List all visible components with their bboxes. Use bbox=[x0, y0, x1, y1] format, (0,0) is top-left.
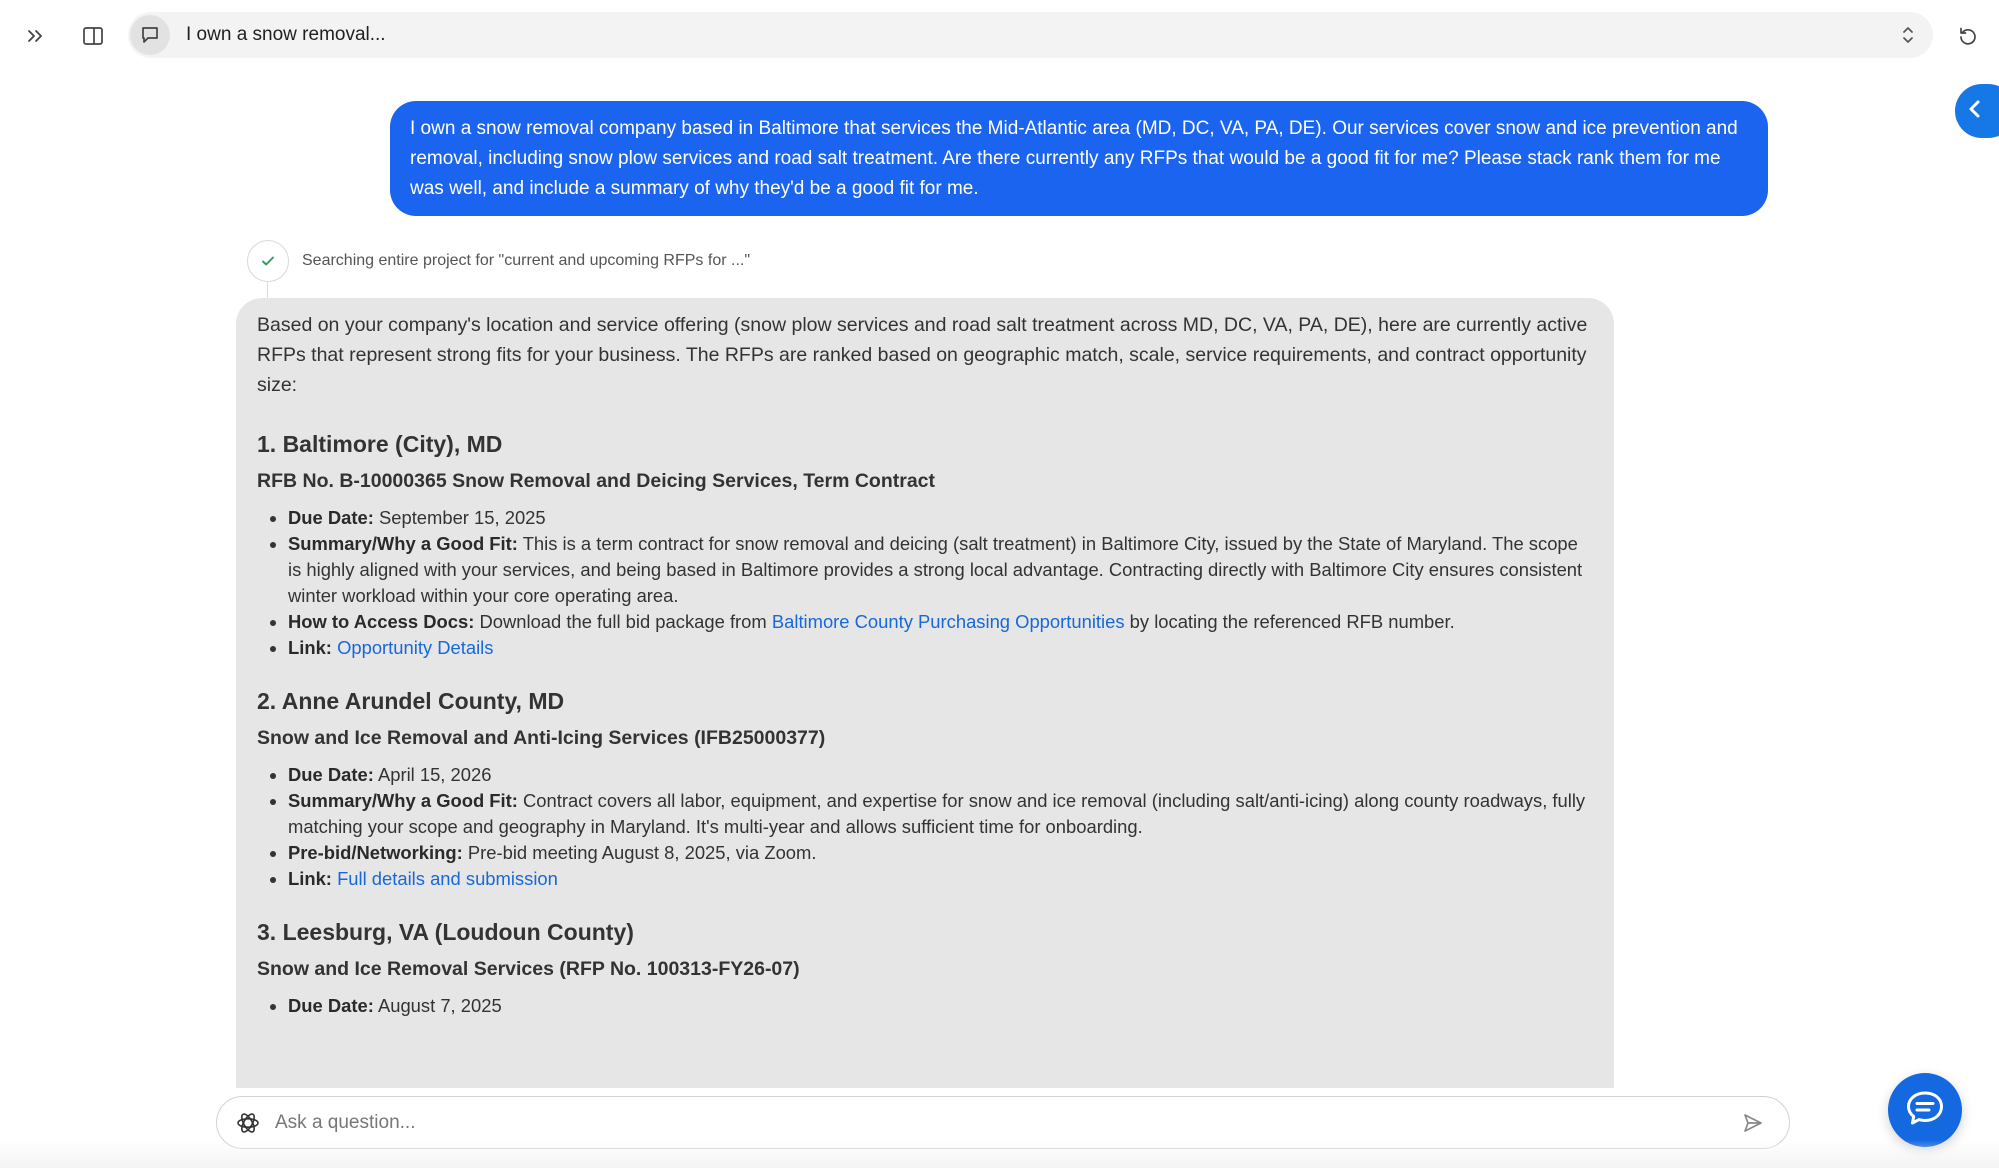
opportunity-details-link[interactable]: Opportunity Details bbox=[337, 637, 494, 658]
chat-support-icon bbox=[1905, 1089, 1945, 1132]
answer-intro: Based on your company's location and service offering (snow plow services and road salt treatment across MD, DC, VA, PA, DE), here are currently active RFPs that represent strong fits for your business. The RFPs are ranked based on geographic match, scale, service requirements, and contract opportunity size: bbox=[257, 314, 1588, 396]
rfp-section bbox=[257, 685, 1594, 892]
chat-bubble-icon bbox=[130, 15, 170, 55]
full-details-link[interactable]: Full details and submission bbox=[337, 868, 558, 889]
list-item bbox=[288, 993, 1594, 1019]
due-date-value: August 7, 2025 bbox=[377, 995, 502, 1016]
docs-label: How to Access Docs: bbox=[288, 611, 475, 632]
rfp-section bbox=[257, 916, 1594, 1019]
side-panel-toggle[interactable] bbox=[1955, 84, 1999, 138]
check-icon bbox=[247, 240, 289, 282]
link-label: Link: bbox=[288, 868, 332, 889]
refresh-icon[interactable] bbox=[1950, 18, 1986, 54]
due-date-label: Due Date: bbox=[288, 507, 374, 528]
user-message-bubble: I own a snow removal company based in Baltimore that services the Mid-Atlantic area (MD, DC, VA, PA, DE). Our services cover snow and ice prevention and removal, including snow plow services and road salt treatment. Are there currently any RFPs that would be a good fit for me? Please stack rank them for me was well, and include a summary of why they'd be a good fit for me. bbox=[390, 101, 1768, 216]
sidebar-panel-icon[interactable] bbox=[75, 18, 111, 54]
conversation-title-selector[interactable] bbox=[128, 12, 1933, 58]
search-status bbox=[247, 240, 750, 282]
due-date-label: Due Date: bbox=[288, 995, 374, 1016]
link-label: Link: bbox=[288, 637, 332, 658]
due-date-label: Due Date: bbox=[288, 764, 374, 785]
question-input[interactable] bbox=[275, 1103, 1733, 1143]
docs-text-before: Download the full bid package from bbox=[479, 611, 767, 632]
list-item bbox=[288, 505, 1594, 531]
list-item bbox=[288, 788, 1594, 840]
openai-logo-icon bbox=[233, 1108, 263, 1138]
rfp-heading: 3. Leesburg, VA (Loudoun County) bbox=[257, 919, 634, 945]
rfp-details-list bbox=[257, 993, 1594, 1019]
due-date-value: April 15, 2026 bbox=[377, 764, 492, 785]
rfp-section bbox=[257, 428, 1594, 661]
chevron-left-icon bbox=[1967, 99, 1983, 124]
prebid-label: Pre-bid/Networking: bbox=[288, 842, 463, 863]
double-chevron-right-icon[interactable] bbox=[18, 18, 54, 54]
baltimore-county-purchasing-link[interactable]: Baltimore County Purchasing Opportunities bbox=[771, 611, 1125, 632]
summary-value: This is a term contract for snow removal and deicing (salt treatment) in Baltimore City, issued by the State of Maryland. The scope is highly aligned with your services, and being based in Baltimore provides a strong local advantage. Contracting directly with Baltimore City ensures consistent winter workload within your core operating area. bbox=[288, 533, 1583, 606]
rfp-details-list bbox=[257, 762, 1594, 892]
list-item bbox=[288, 531, 1594, 609]
bottom-fade bbox=[0, 1140, 1999, 1168]
prebid-value: Pre-bid meeting August 8, 2025, via Zoom. bbox=[467, 842, 817, 863]
list-item bbox=[288, 840, 1594, 866]
assistant-message bbox=[236, 298, 1614, 1088]
chevron-up-down-icon[interactable] bbox=[1897, 23, 1919, 47]
rfp-subheading: Snow and Ice Removal and Anti-Icing Services (IFB25000377) bbox=[257, 727, 826, 749]
top-bar bbox=[0, 0, 1999, 70]
due-date-value: September 15, 2025 bbox=[378, 507, 546, 528]
rfp-heading: 1. Baltimore (City), MD bbox=[257, 431, 503, 457]
rfp-details-list bbox=[257, 505, 1594, 661]
send-icon[interactable] bbox=[1733, 1103, 1773, 1143]
list-item bbox=[288, 609, 1594, 635]
list-item bbox=[288, 635, 1594, 661]
search-status-text: Searching entire project for "current and upcoming RFPs for ..." bbox=[302, 252, 751, 269]
rfp-subheading: RFB No. B-10000365 Snow Removal and Deicing Services, Term Contract bbox=[257, 470, 936, 492]
rfp-subheading: Snow and Ice Removal Services (RFP No. 100313-FY26-07) bbox=[257, 958, 800, 980]
docs-text-after: by locating the referenced RFB number. bbox=[1129, 611, 1455, 632]
summary-label: Summary/Why a Good Fit: bbox=[288, 790, 518, 811]
chat-support-button[interactable] bbox=[1888, 1073, 1962, 1147]
list-item bbox=[288, 866, 1594, 892]
summary-value: Contract covers all labor, equipment, and expertise for snow and ice removal (including salt/anti-icing) along county roadways, fully matching your scope and geography in Maryland. It's multi-year and allows sufficient time for onboarding. bbox=[288, 790, 1586, 837]
conversation-title: I own a snow removal... bbox=[186, 24, 386, 45]
list-item bbox=[288, 762, 1594, 788]
rfp-heading: 2. Anne Arundel County, MD bbox=[257, 688, 565, 714]
summary-label: Summary/Why a Good Fit: bbox=[288, 533, 518, 554]
